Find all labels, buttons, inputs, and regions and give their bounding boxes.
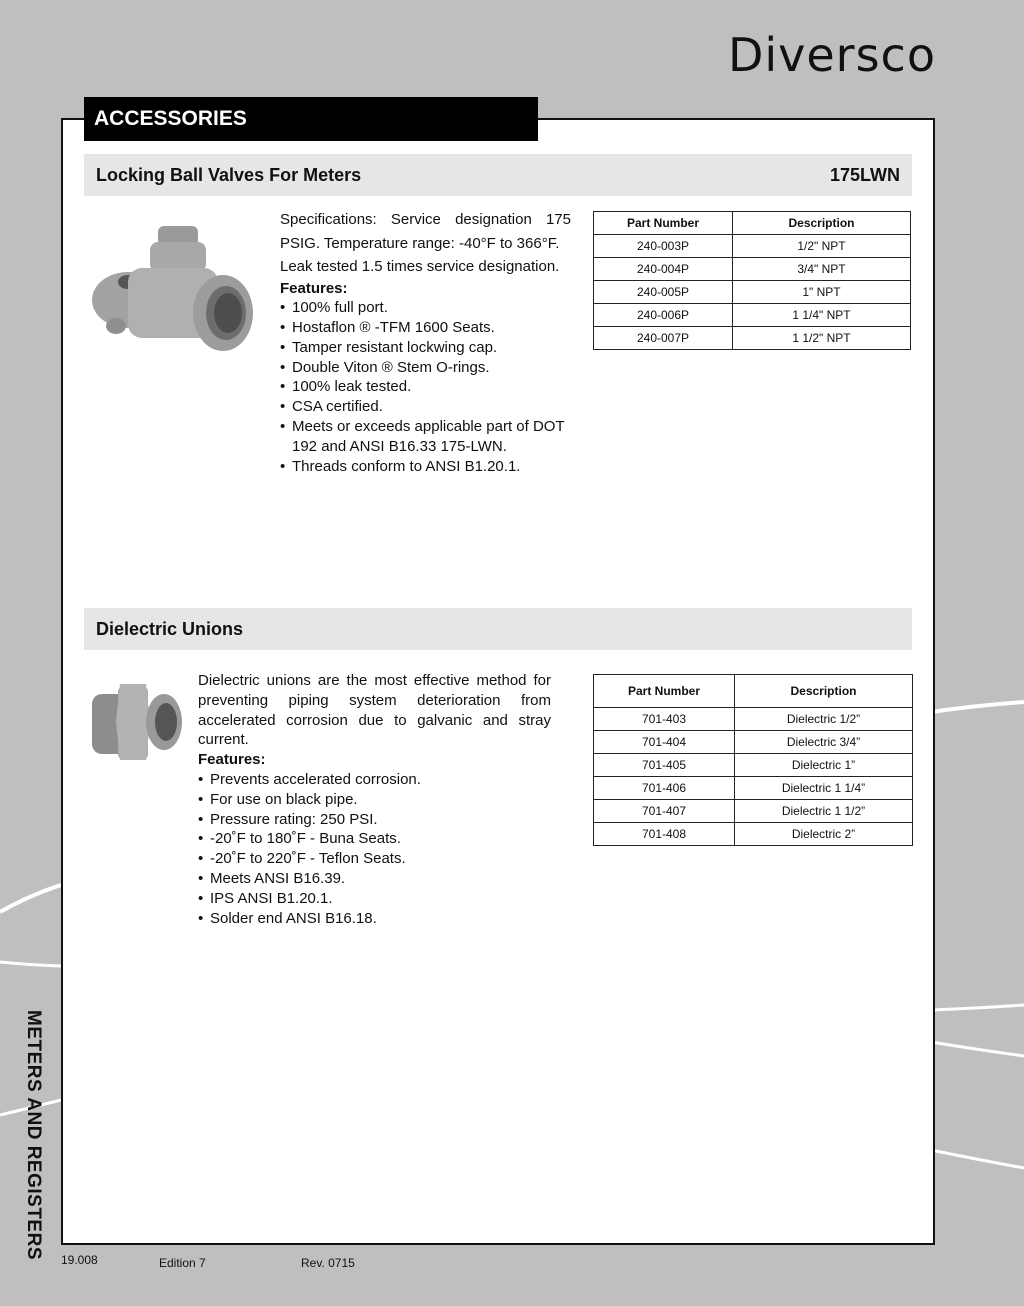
table-header: Description xyxy=(735,675,913,708)
table-cell: 701-406 xyxy=(594,777,735,800)
list-item: • For use on black pipe. xyxy=(198,790,551,810)
list-item: • -20˚F to 180˚F - Buna Seats. xyxy=(198,829,551,849)
product-spec-block xyxy=(280,208,571,476)
table-header: Part Number xyxy=(594,212,733,235)
table-cell: 240-006P xyxy=(594,304,733,327)
locking-ball-valve-photo xyxy=(88,218,258,358)
table-cell: 701-405 xyxy=(594,754,735,777)
side-category-label: METERS AND REGISTERS xyxy=(23,1010,44,1260)
table-row xyxy=(594,823,913,846)
description-text: Dielectric unions are the most effective method for preventing piping system deterioration from accelerated corrosion due to galvanic and stray current. xyxy=(198,672,551,749)
parts-table-dielectric-unions xyxy=(593,674,913,846)
table-cell: Dielectric 3/4” xyxy=(735,731,913,754)
product-code: 175LWN xyxy=(829,165,900,185)
table-cell: 701-407 xyxy=(594,800,735,823)
table-row xyxy=(594,327,911,350)
features-list xyxy=(198,770,551,928)
product-header-dielectric-unions xyxy=(84,608,912,650)
table-cell: 240-004P xyxy=(594,258,733,281)
table-cell: 3/4" NPT xyxy=(733,258,911,281)
table-cell: 1 1/4" NPT xyxy=(733,304,911,327)
table-header: Part Number xyxy=(594,675,735,708)
features-label: Features: xyxy=(280,279,348,297)
list-item: • Prevents accelerated corrosion. xyxy=(198,770,551,790)
list-item: • Solder end ANSI B16.18. xyxy=(198,909,551,929)
features-label: Features: xyxy=(198,751,266,769)
dielectric-union-photo xyxy=(88,676,184,768)
table-cell: 240-007P xyxy=(594,327,733,350)
product-description-block xyxy=(198,671,551,928)
list-item: • -20˚F to 220˚F - Teflon Seats. xyxy=(198,849,551,869)
section-tab: ACCESSORIES xyxy=(84,97,538,141)
table-cell: 240-005P xyxy=(594,281,733,304)
table-row xyxy=(594,731,913,754)
features-list xyxy=(280,298,571,476)
table-cell: Dielectric 2” xyxy=(735,823,913,846)
list-item: • Double Viton ® Stem O-rings. xyxy=(280,358,571,378)
table-cell: 1/2" NPT xyxy=(733,235,911,258)
page-number: 19.008 xyxy=(61,1253,98,1267)
table-cell: Dielectric 1 1/4” xyxy=(735,777,913,800)
table-row xyxy=(594,800,913,823)
table-row xyxy=(594,777,913,800)
table-cell: 701-408 xyxy=(594,823,735,846)
product-title: Dielectric Unions xyxy=(96,619,244,639)
table-row xyxy=(594,258,911,281)
revision-label: Rev. 0715 xyxy=(301,1256,355,1270)
spec-text-leak: Leak tested 1.5 times service designation. xyxy=(280,258,560,275)
brand-logo: Diversco xyxy=(727,28,936,82)
spec-text: Specifications: Service designation 175 PSIG. Temperature range: -40°F to 366°F. xyxy=(280,211,571,252)
table-cell: 701-404 xyxy=(594,731,735,754)
table-row xyxy=(594,281,911,304)
list-item: • IPS ANSI B1.20.1. xyxy=(198,889,551,909)
list-item: • Meets ANSI B16.39. xyxy=(198,869,551,889)
table-row xyxy=(594,235,911,258)
table-cell: 240-003P xyxy=(594,235,733,258)
table-row xyxy=(594,708,913,731)
list-item: • 100% leak tested. xyxy=(280,377,571,397)
list-item: • Tamper resistant lockwing cap. xyxy=(280,338,571,358)
list-item: • Meets or exceeds applicable part of DOT 192 and ANSI B16.33 175-LWN. xyxy=(280,417,571,457)
list-item: • Threads conform to ANSI B1.20.1. xyxy=(280,457,571,477)
list-item: • CSA certified. xyxy=(280,397,571,417)
table-cell: Dielectric 1 1/2” xyxy=(735,800,913,823)
table-cell: Dielectric 1” xyxy=(735,754,913,777)
edition-label: Edition 7 xyxy=(159,1256,206,1270)
table-cell: 1 1/2" NPT xyxy=(733,327,911,350)
table-cell: Dielectric 1/2” xyxy=(735,708,913,731)
list-item: • Pressure rating: 250 PSI. xyxy=(198,810,551,830)
list-item: • Hostaflon ® -TFM 1600 Seats. xyxy=(280,318,571,338)
table-cell: 701-403 xyxy=(594,708,735,731)
product-header-ball-valve xyxy=(84,154,912,196)
table-row xyxy=(594,304,911,327)
product-title: Locking Ball Valves For Meters xyxy=(96,165,362,185)
table-cell: 1" NPT xyxy=(733,281,911,304)
table-row xyxy=(594,754,913,777)
table-header: Description xyxy=(733,212,911,235)
parts-table-ball-valve xyxy=(593,211,911,350)
list-item: • 100% full port. xyxy=(280,298,571,318)
